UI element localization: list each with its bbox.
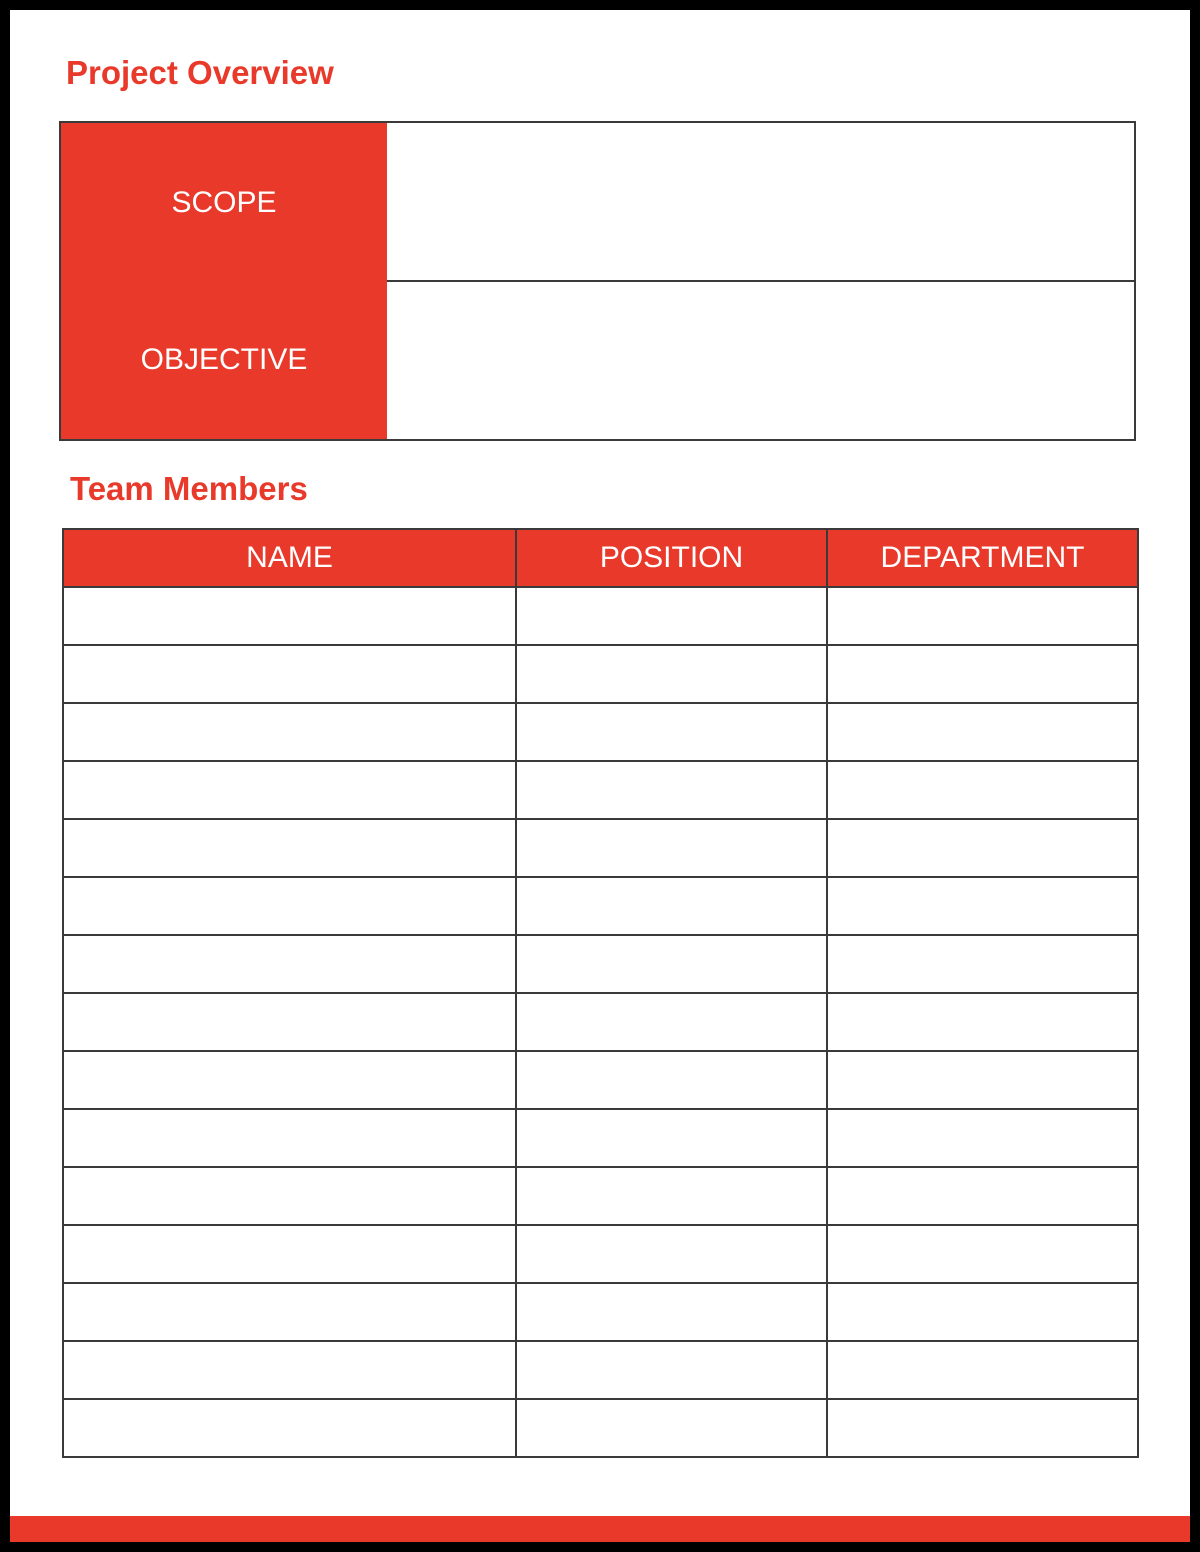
department-cell[interactable]	[827, 877, 1138, 935]
position-cell[interactable]	[516, 993, 827, 1051]
table-row	[63, 1341, 1138, 1399]
column-header-name: NAME	[63, 529, 516, 587]
position-cell[interactable]	[516, 587, 827, 645]
position-cell[interactable]	[516, 645, 827, 703]
name-cell[interactable]	[63, 761, 516, 819]
position-cell[interactable]	[516, 761, 827, 819]
name-cell[interactable]	[63, 1283, 516, 1341]
table-row	[63, 645, 1138, 703]
name-cell[interactable]	[63, 935, 516, 993]
name-cell[interactable]	[63, 587, 516, 645]
team-header-row	[63, 529, 1138, 587]
team-table-body	[63, 587, 1138, 1457]
objective-field[interactable]	[387, 282, 1134, 439]
table-row	[63, 1225, 1138, 1283]
name-cell[interactable]	[63, 877, 516, 935]
department-cell[interactable]	[827, 935, 1138, 993]
name-cell[interactable]	[63, 819, 516, 877]
column-header-position: POSITION	[516, 529, 827, 587]
table-row	[63, 935, 1138, 993]
department-cell[interactable]	[827, 819, 1138, 877]
position-cell[interactable]	[516, 1109, 827, 1167]
department-cell[interactable]	[827, 1225, 1138, 1283]
footer-accent-bar	[10, 1516, 1190, 1542]
position-cell[interactable]	[516, 1051, 827, 1109]
objective-label: OBJECTIVE	[61, 280, 387, 439]
department-cell[interactable]	[827, 993, 1138, 1051]
table-row	[63, 1283, 1138, 1341]
table-row	[63, 1167, 1138, 1225]
overview-row-objective	[61, 282, 1134, 439]
team-members-heading: Team Members	[70, 470, 308, 507]
project-overview-table	[59, 121, 1136, 441]
name-cell[interactable]	[63, 703, 516, 761]
table-row	[63, 761, 1138, 819]
position-cell[interactable]	[516, 877, 827, 935]
department-cell[interactable]	[827, 1109, 1138, 1167]
table-row	[63, 1109, 1138, 1167]
table-row	[63, 877, 1138, 935]
position-cell[interactable]	[516, 703, 827, 761]
table-row	[63, 703, 1138, 761]
scope-field[interactable]	[387, 123, 1134, 280]
table-row	[63, 819, 1138, 877]
position-cell[interactable]	[516, 1225, 827, 1283]
department-cell[interactable]	[827, 1399, 1138, 1457]
department-cell[interactable]	[827, 587, 1138, 645]
overview-row-scope	[61, 123, 1134, 282]
column-header-department: DEPARTMENT	[827, 529, 1138, 587]
table-row	[63, 1051, 1138, 1109]
name-cell[interactable]	[63, 1167, 516, 1225]
department-cell[interactable]	[827, 703, 1138, 761]
document-page	[10, 10, 1190, 1542]
project-overview-heading: Project Overview	[66, 54, 334, 91]
table-row	[63, 587, 1138, 645]
department-cell[interactable]	[827, 1283, 1138, 1341]
position-cell[interactable]	[516, 935, 827, 993]
position-cell[interactable]	[516, 819, 827, 877]
department-cell[interactable]	[827, 1341, 1138, 1399]
name-cell[interactable]	[63, 993, 516, 1051]
name-cell[interactable]	[63, 1051, 516, 1109]
department-cell[interactable]	[827, 761, 1138, 819]
scope-label: SCOPE	[61, 123, 387, 282]
position-cell[interactable]	[516, 1167, 827, 1225]
position-cell[interactable]	[516, 1399, 827, 1457]
name-cell[interactable]	[63, 1109, 516, 1167]
department-cell[interactable]	[827, 1051, 1138, 1109]
department-cell[interactable]	[827, 645, 1138, 703]
name-cell[interactable]	[63, 1225, 516, 1283]
name-cell[interactable]	[63, 1399, 516, 1457]
name-cell[interactable]	[63, 645, 516, 703]
position-cell[interactable]	[516, 1341, 827, 1399]
table-row	[63, 993, 1138, 1051]
department-cell[interactable]	[827, 1167, 1138, 1225]
team-members-table	[62, 528, 1139, 1458]
position-cell[interactable]	[516, 1283, 827, 1341]
table-row	[63, 1399, 1138, 1457]
name-cell[interactable]	[63, 1341, 516, 1399]
